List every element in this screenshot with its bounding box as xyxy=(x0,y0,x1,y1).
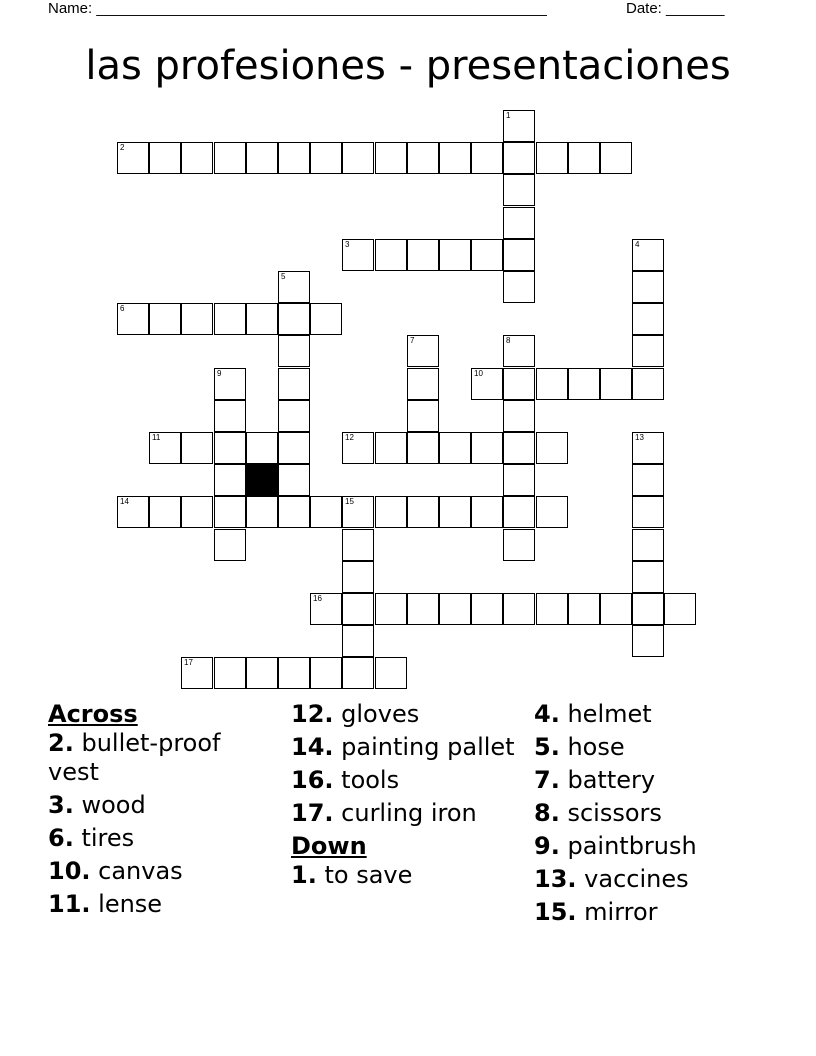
grid-cell[interactable] xyxy=(342,593,374,625)
clue-across-12: 12. gloves xyxy=(291,700,420,728)
grid-cell[interactable] xyxy=(246,432,278,464)
grid-cell[interactable] xyxy=(503,142,535,174)
grid-cell[interactable] xyxy=(503,496,535,528)
grid-cell[interactable] xyxy=(471,496,503,528)
grid-cell[interactable] xyxy=(568,142,600,174)
grid-cell[interactable] xyxy=(214,432,246,464)
grid-cell[interactable] xyxy=(246,657,278,689)
grid-cell[interactable] xyxy=(278,432,310,464)
grid-cell[interactable] xyxy=(632,271,664,303)
grid-cell[interactable] xyxy=(278,368,310,400)
grid-cell[interactable] xyxy=(503,207,535,239)
clue-column-2 xyxy=(291,700,521,894)
grid-cell[interactable] xyxy=(600,593,632,625)
black-cell xyxy=(246,464,278,496)
grid-cell[interactable] xyxy=(503,529,535,561)
grid-cell[interactable] xyxy=(471,239,503,271)
grid-cell[interactable] xyxy=(503,593,535,625)
grid-cell[interactable] xyxy=(632,561,664,593)
grid-cell[interactable] xyxy=(664,593,696,625)
grid-cell[interactable] xyxy=(503,432,535,464)
grid-cell[interactable] xyxy=(181,657,213,689)
grid-cell[interactable] xyxy=(278,335,310,367)
clue-number: 8 xyxy=(506,336,511,345)
grid-cell[interactable] xyxy=(181,432,213,464)
clue-list xyxy=(0,700,816,1040)
grid-cell[interactable] xyxy=(632,239,664,271)
grid-cell[interactable] xyxy=(439,593,471,625)
grid-cell[interactable] xyxy=(214,400,246,432)
name-field-label: Name: ______________________________________________________ xyxy=(48,0,547,17)
grid-cell[interactable] xyxy=(600,368,632,400)
grid-cell[interactable] xyxy=(536,368,568,400)
grid-cell[interactable] xyxy=(503,335,535,367)
grid-cell[interactable] xyxy=(439,496,471,528)
across-heading: Across xyxy=(48,700,138,728)
grid-cell[interactable] xyxy=(149,303,181,335)
grid-cell[interactable] xyxy=(310,303,342,335)
clue-column-3 xyxy=(534,700,764,931)
date-field-label: Date: _______ xyxy=(626,0,725,17)
grid-cell[interactable] xyxy=(342,561,374,593)
clue-down-1: 1. to save xyxy=(291,861,413,889)
grid-cell[interactable] xyxy=(117,142,149,174)
clue-across-3: 3. wood xyxy=(48,791,146,819)
grid-cell[interactable] xyxy=(407,335,439,367)
grid-cell[interactable] xyxy=(246,496,278,528)
grid-cell[interactable] xyxy=(568,593,600,625)
down-heading: Down xyxy=(291,832,367,860)
grid-cell[interactable] xyxy=(407,432,439,464)
clue-number: 5 xyxy=(281,272,286,281)
grid-cell[interactable] xyxy=(632,593,664,625)
clue-number: 4 xyxy=(635,240,640,249)
grid-cell[interactable] xyxy=(278,496,310,528)
grid-cell[interactable] xyxy=(278,303,310,335)
grid-cell[interactable] xyxy=(375,657,407,689)
grid-cell[interactable] xyxy=(439,432,471,464)
grid-cell[interactable] xyxy=(149,432,181,464)
clue-number: 12 xyxy=(345,433,354,442)
grid-cell[interactable] xyxy=(439,142,471,174)
clue-down-8: 8. scissors xyxy=(534,799,662,827)
grid-cell[interactable] xyxy=(632,303,664,335)
grid-cell[interactable] xyxy=(278,142,310,174)
clue-down-9: 9. paintbrush xyxy=(534,832,697,860)
grid-cell[interactable] xyxy=(278,464,310,496)
grid-cell[interactable] xyxy=(149,496,181,528)
grid-cell[interactable] xyxy=(375,142,407,174)
grid-cell[interactable] xyxy=(632,432,664,464)
grid-cell[interactable] xyxy=(471,593,503,625)
grid-cell[interactable] xyxy=(568,368,600,400)
clue-number: 14 xyxy=(120,497,129,506)
grid-cell[interactable] xyxy=(471,142,503,174)
grid-cell[interactable] xyxy=(310,496,342,528)
grid-cell[interactable] xyxy=(310,142,342,174)
grid-cell[interactable] xyxy=(278,400,310,432)
grid-cell[interactable] xyxy=(117,496,149,528)
grid-cell[interactable] xyxy=(536,142,568,174)
grid-cell[interactable] xyxy=(342,432,374,464)
grid-cell[interactable] xyxy=(181,303,213,335)
grid-cell[interactable] xyxy=(407,239,439,271)
grid-cell[interactable] xyxy=(310,657,342,689)
grid-cell[interactable] xyxy=(471,432,503,464)
grid-cell[interactable] xyxy=(632,368,664,400)
clue-down-15: 15. mirror xyxy=(534,898,658,926)
clue-across-11: 11. lense xyxy=(48,890,163,918)
clue-across-10: 10. canvas xyxy=(48,857,183,885)
clue-number: 9 xyxy=(217,369,222,378)
grid-cell[interactable] xyxy=(439,239,471,271)
clue-across-17: 17. curling iron xyxy=(291,799,477,827)
grid-cell[interactable] xyxy=(342,239,374,271)
clue-number: 11 xyxy=(152,433,161,442)
grid-cell[interactable] xyxy=(503,368,535,400)
grid-cell[interactable] xyxy=(503,464,535,496)
grid-cell[interactable] xyxy=(503,174,535,206)
grid-cell[interactable] xyxy=(536,496,568,528)
clue-number: 2 xyxy=(120,143,125,152)
grid-cell[interactable] xyxy=(407,593,439,625)
clue-number: 15 xyxy=(345,497,354,506)
clue-down-13: 13. vaccines xyxy=(534,865,689,893)
clue-across-6: 6. tires xyxy=(48,824,135,852)
clue-down-7: 7. battery xyxy=(534,766,656,794)
grid-cell[interactable] xyxy=(246,303,278,335)
page-title: las profesiones - presentaciones xyxy=(85,43,731,89)
clue-across-2: 2. bullet-proof vest xyxy=(48,729,221,786)
grid-cell[interactable] xyxy=(632,529,664,561)
clue-number: 17 xyxy=(184,658,193,667)
grid-cell[interactable] xyxy=(536,593,568,625)
grid-cell[interactable] xyxy=(503,239,535,271)
grid-cell[interactable] xyxy=(503,400,535,432)
grid-cell[interactable] xyxy=(375,432,407,464)
grid-cell[interactable] xyxy=(246,142,278,174)
grid-cell[interactable] xyxy=(342,529,374,561)
grid-cell[interactable] xyxy=(214,464,246,496)
grid-cell[interactable] xyxy=(149,142,181,174)
grid-cell[interactable] xyxy=(181,142,213,174)
grid-cell[interactable] xyxy=(632,496,664,528)
clue-column-1 xyxy=(48,700,278,923)
grid-cell[interactable] xyxy=(342,496,374,528)
grid-cell[interactable] xyxy=(214,657,246,689)
grid-cell[interactable] xyxy=(407,496,439,528)
grid-cell[interactable] xyxy=(214,142,246,174)
clue-down-4: 4. helmet xyxy=(534,700,652,728)
grid-cell[interactable] xyxy=(181,496,213,528)
grid-cell[interactable] xyxy=(632,335,664,367)
grid-cell[interactable] xyxy=(214,529,246,561)
grid-cell[interactable] xyxy=(407,142,439,174)
grid-cell[interactable] xyxy=(536,432,568,464)
grid-cell[interactable] xyxy=(632,464,664,496)
clue-number: 16 xyxy=(313,594,322,603)
grid-cell[interactable] xyxy=(214,368,246,400)
grid-cell[interactable] xyxy=(375,239,407,271)
grid-cell[interactable] xyxy=(214,496,246,528)
grid-cell[interactable] xyxy=(600,142,632,174)
clue-number: 6 xyxy=(120,304,125,313)
grid-cell[interactable] xyxy=(407,368,439,400)
clue-across-16: 16. tools xyxy=(291,766,400,794)
grid-cell[interactable] xyxy=(375,593,407,625)
clue-number: 3 xyxy=(345,240,350,249)
grid-cell[interactable] xyxy=(117,303,149,335)
grid-cell[interactable] xyxy=(342,625,374,657)
grid-cell[interactable] xyxy=(632,625,664,657)
grid-cell[interactable] xyxy=(471,368,503,400)
clue-number: 1 xyxy=(506,111,511,120)
clue-across-14: 14. painting pallet xyxy=(291,733,515,761)
grid-cell[interactable] xyxy=(503,110,535,142)
grid-cell[interactable] xyxy=(375,496,407,528)
clue-number: 7 xyxy=(410,336,415,345)
clue-number: 13 xyxy=(635,433,644,442)
grid-cell[interactable] xyxy=(342,142,374,174)
grid-cell[interactable] xyxy=(310,593,342,625)
grid-cell[interactable] xyxy=(503,271,535,303)
grid-cell[interactable] xyxy=(278,657,310,689)
clue-down-5: 5. hose xyxy=(534,733,625,761)
clue-number: 10 xyxy=(474,369,483,378)
grid-cell[interactable] xyxy=(407,400,439,432)
grid-cell[interactable] xyxy=(342,657,374,689)
grid-cell[interactable] xyxy=(214,303,246,335)
grid-cell[interactable] xyxy=(278,271,310,303)
